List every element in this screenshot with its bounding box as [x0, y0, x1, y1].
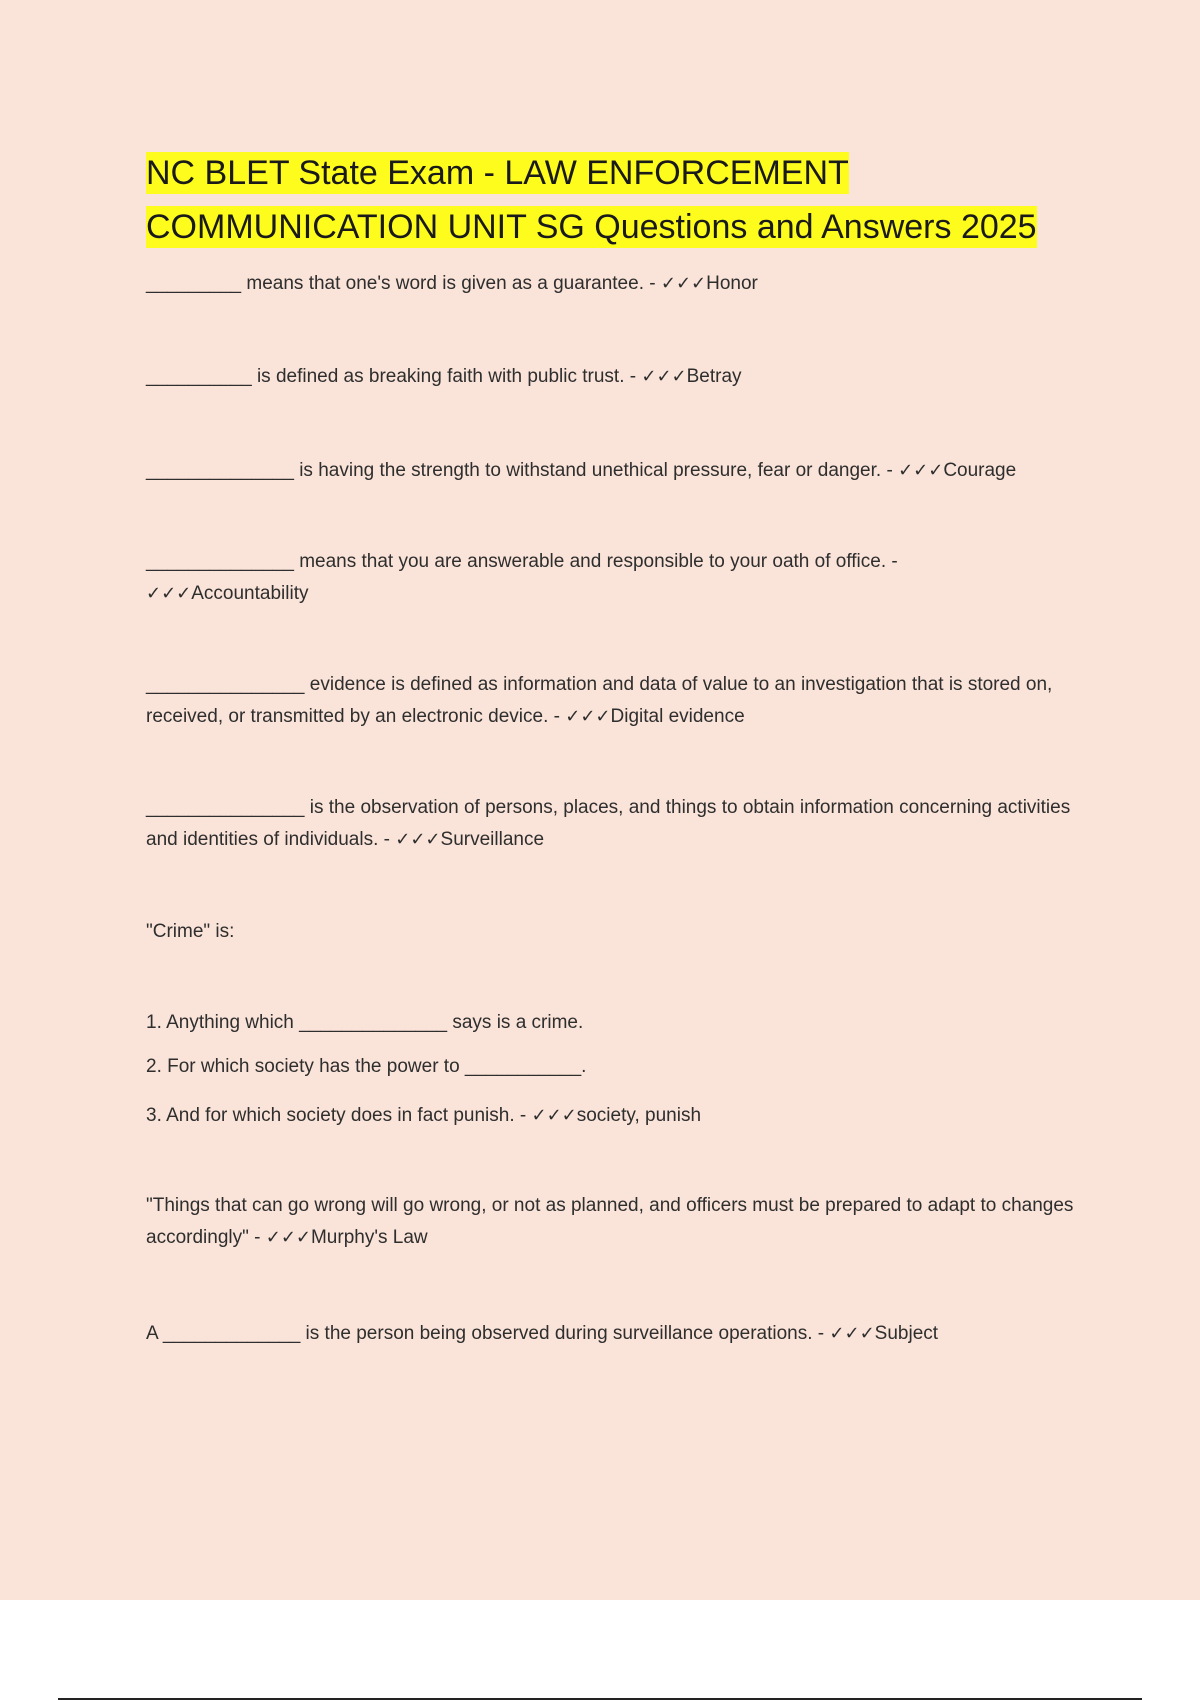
answer-text: Subject — [874, 1323, 939, 1344]
answer-text: Accountability — [191, 583, 309, 604]
qa-item-betray — [146, 361, 1086, 393]
question-text: _________ means that one's word is given as a guarantee. - — [146, 273, 661, 294]
document-title — [146, 146, 1096, 254]
answer-text: Digital evidence — [610, 706, 745, 727]
answer-text: Honor — [706, 273, 758, 294]
question-text: "Things that can go wrong will go wrong, or not as planned, and officers must be prepared to adapt to changes accordingly" - — [146, 1195, 1074, 1248]
question-text: _______________ evidence is defined as information and data of value to an investigation that is stored on, received, or transmitted by an electronic device. - — [146, 674, 1053, 727]
question-text: 3. And for which society does in fact punish. - — [146, 1105, 532, 1126]
check-marks: ✓✓✓ — [641, 366, 687, 387]
question-text: ______________ means that you are answerable and responsible to your oath of office. - — [146, 551, 898, 572]
answer-text: Surveillance — [440, 829, 545, 850]
answer-text: Betray — [686, 366, 742, 387]
crime-line-3 — [146, 1100, 1086, 1132]
qa-item-murphys-law — [146, 1190, 1086, 1254]
check-marks: ✓✓✓ — [265, 1227, 311, 1248]
crime-heading: "Crime" is: — [146, 921, 235, 942]
qa-item-subject — [146, 1318, 1086, 1350]
check-marks: ✓✓✓ — [531, 1105, 577, 1126]
title-line-2: COMMUNICATION UNIT SG Questions and Answers 2025 — [146, 208, 1037, 246]
check-marks: ✓✓✓ — [660, 273, 707, 294]
check-marks: ✓✓✓ — [395, 829, 441, 850]
check-marks: ✓✓✓ — [565, 706, 611, 727]
answer-text: society, punish — [576, 1105, 702, 1126]
title-line-1: NC BLET State Exam - LAW ENFORCEMENT — [146, 154, 849, 192]
qa-item-courage — [146, 455, 1086, 487]
question-text: _______________ is the observation of persons, places, and things to obtain information concerning activities and identities of individuals. - — [146, 797, 1071, 850]
qa-item-accountability — [146, 546, 1086, 610]
crime-line-1: 1. Anything which ______________ says is a crime. — [146, 1012, 584, 1033]
qa-item-honor — [146, 268, 1086, 300]
check-marks: ✓✓✓ — [898, 460, 944, 481]
question-text: __________ is defined as breaking faith with public trust. - — [146, 366, 642, 387]
answer-text: Courage — [943, 460, 1017, 481]
crime-line-2: 2. For which society has the power to ___________. — [146, 1056, 587, 1077]
qa-item-surveillance — [146, 792, 1086, 856]
qa-item-digital-evidence — [146, 669, 1086, 733]
check-marks: ✓✓✓ — [146, 583, 192, 604]
answer-text: Murphy's Law — [310, 1227, 428, 1248]
question-text: ______________ is having the strength to withstand unethical pressure, fear or danger. - — [146, 460, 899, 481]
question-text: A _____________ is the person being observed during surveillance operations. - — [146, 1323, 830, 1344]
check-marks: ✓✓✓ — [829, 1323, 875, 1344]
